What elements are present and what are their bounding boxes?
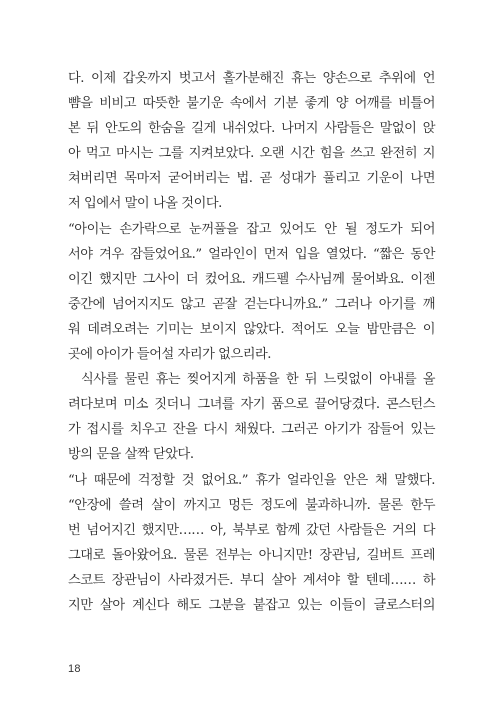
text-line: 지만 살아 계신다 해도 그분을 붙잡고 있는 이들이 글로스터의 — [68, 597, 435, 613]
page-number: 18 — [68, 663, 81, 675]
text-line: 그대로 돌아왔어요. 물론 전부는 아니지만! 장관님, 길버트 프레 — [68, 547, 435, 563]
text-line: 저 입에서 말이 나올 것이다. — [68, 196, 222, 212]
text-line: 려다보며 미소 짓더니 그녀를 자기 품으로 끌어당겼다. 콘스턴스 — [68, 397, 435, 413]
text-line: 중간에 넘어지지도 않고 곧잘 걷는다니까요.” 그러나 아기를 깨 — [68, 296, 435, 312]
text-line: “나 때문에 걱정할 것 없어요.” 휴가 얼라인을 안은 채 말했다. — [68, 472, 435, 488]
text-line: 이긴 했지만 그사이 더 컸어요. 캐드펠 수사님께 물어봐요. 이젠 — [68, 271, 435, 287]
text-line: 서야 겨우 잠들었어요.” 얼라인이 먼저 입을 열었다. “짧은 동안 — [68, 246, 435, 262]
text-line: 방의 문을 살짝 닫았다. — [68, 447, 194, 463]
text-line: 뺨을 비비고 따뜻한 불기운 속에서 기분 좋게 양 어깨를 비틀어 — [68, 96, 435, 112]
text-line: 식사를 물린 휴는 찢어지게 하품을 한 뒤 느릿없이 아내를 올 — [81, 372, 435, 388]
body-text — [68, 66, 435, 618]
text-line: 다. 이제 갑옷까지 벗고서 홀가분해진 휴는 양손으로 추위에 언 — [68, 71, 435, 86]
text-line: 본 뒤 안도의 한숨을 길게 내쉬었다. 나머지 사람들은 말없이 앉 — [68, 121, 435, 137]
text-line: 가 접시를 치우고 잔을 다시 채웠다. 그러곤 아기가 잠들어 있는 — [68, 422, 435, 438]
text-line: “안장에 쓸려 살이 까지고 멍든 정도에 불과하니까. 물론 한두 — [68, 497, 435, 513]
text-line: 번 넘어지긴 했지만…… 아, 북부로 함께 갔던 사람들은 거의 다 — [68, 522, 435, 538]
text-line: 곳에 아이가 들어설 자리가 없으리라. — [68, 347, 272, 363]
text-line: 아 먹고 마시는 그를 지켜보았다. 오랜 시간 힘을 쓰고 완전히 지 — [68, 146, 435, 162]
text-line: 스코트 장관님이 사라졌거든. 부디 살아 계셔야 할 텐데…… 하 — [68, 572, 435, 588]
text-line: “아이는 손가락으로 눈꺼풀을 잡고 있어도 안 될 정도가 되어 — [68, 221, 435, 237]
text-line: 쳐버리면 목마저 굳어버리는 법. 곧 성대가 풀리고 기운이 나면 — [68, 171, 435, 187]
text-line: 워 데려오려는 기미는 보이지 않았다. 적어도 오늘 밤만큼은 이 — [68, 321, 435, 337]
